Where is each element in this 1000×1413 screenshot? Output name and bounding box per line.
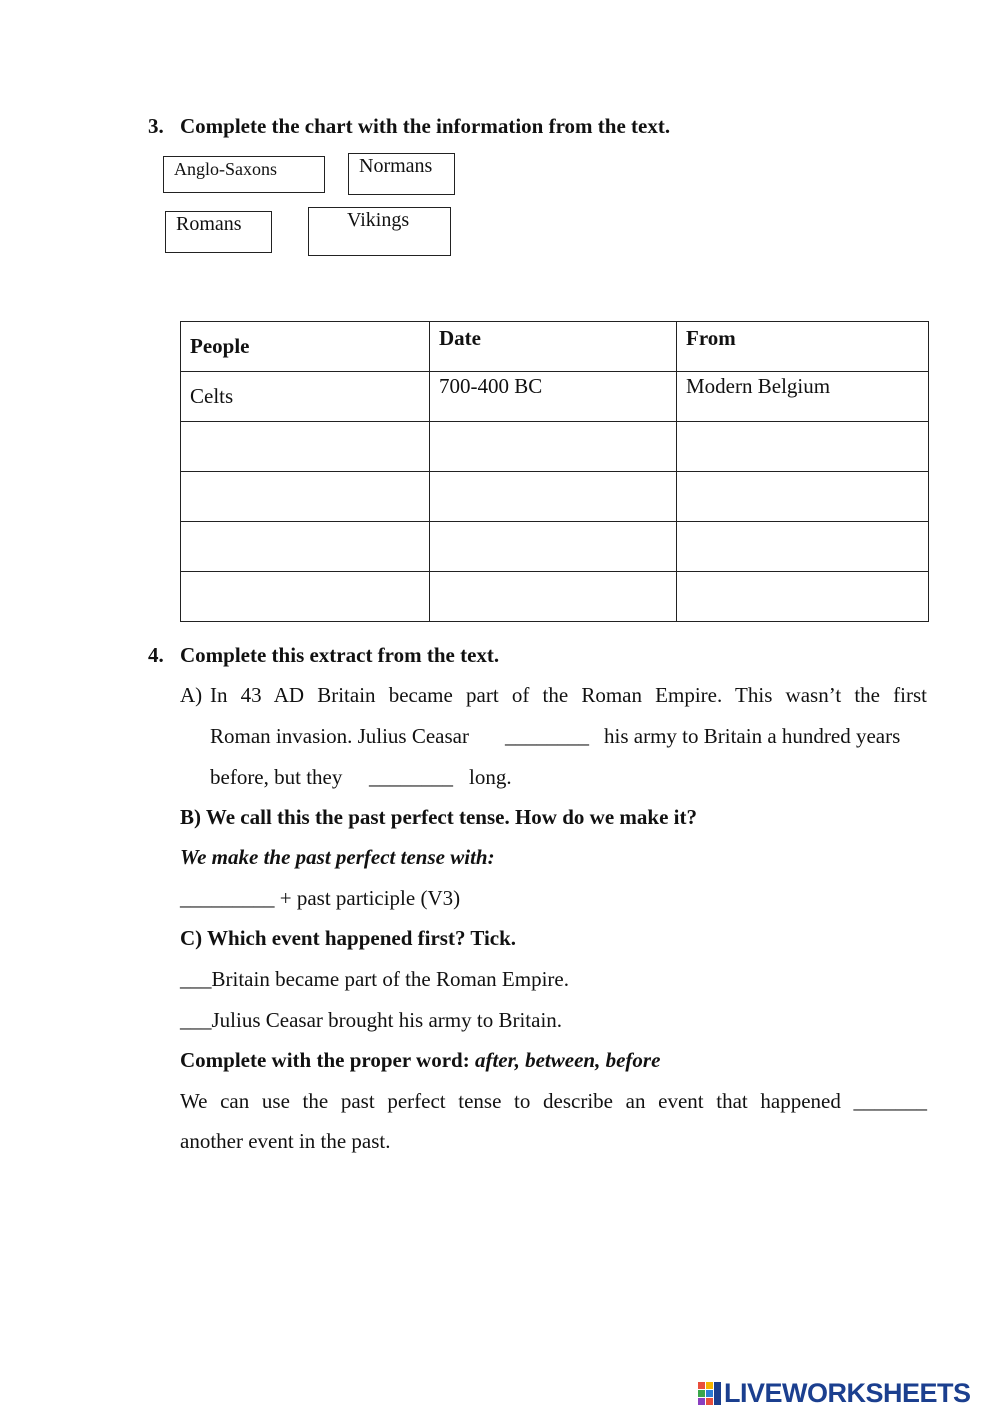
word-box-normans: Normans [348, 153, 455, 195]
liveworksheets-logo-text: LIVEWORKSHEETS [724, 1377, 971, 1408]
part-d-line-1[interactable]: We can use the past perfect tense to describe an event that happened _______ [180, 1089, 927, 1113]
part-c-option-2[interactable]: ___Julius Ceasar brought his army to Britain. [180, 1008, 563, 1032]
table-row [181, 572, 929, 622]
header-people: People [181, 322, 430, 372]
table-cell: 700-400 BC [430, 372, 677, 422]
table-cell[interactable] [677, 422, 929, 472]
blank-verb-1[interactable]: ________ [505, 724, 589, 748]
part-c-question: C) Which event happened first? Tick. [180, 926, 517, 950]
part-a-line-3-start: before, but they [210, 765, 343, 789]
part-a-line-2-start: Roman invasion. Julius Ceasar [210, 724, 469, 748]
part-d-instruction: Complete with the proper word: [180, 1048, 470, 1072]
table-row [181, 522, 929, 572]
table-cell[interactable] [181, 472, 430, 522]
part-b-question: B) We call this the past perfect tense. How do we make it? [180, 805, 697, 829]
table-cell[interactable] [430, 572, 677, 622]
part-d-instruction-row [180, 1048, 660, 1073]
part-d-options: after, between, before [474, 1048, 661, 1072]
table-row [181, 472, 929, 522]
table-header-row [181, 322, 929, 372]
part-a-line-3-end: long. [469, 765, 512, 789]
word-box-romans: Romans [165, 211, 272, 253]
part-a-label: A) [180, 683, 203, 707]
liveworksheets-icon [698, 1380, 722, 1406]
part-a-line-1: In 43 AD Britain became part of the Roman Empire. This wasn’t the first [210, 683, 927, 707]
part-c-option-1[interactable]: ___Britain became part of the Roman Empire. [180, 967, 569, 991]
table-cell: Celts [181, 372, 430, 422]
table-cell[interactable] [430, 422, 677, 472]
table-cell[interactable] [677, 572, 929, 622]
table-cell[interactable] [677, 472, 929, 522]
word-box-vikings: Vikings [308, 207, 451, 256]
header-from: From [677, 322, 929, 372]
word-box-anglo-saxons: Anglo-Saxons [163, 156, 325, 193]
liveworksheets-logo [698, 1378, 971, 1408]
table-cell: Modern Belgium [677, 372, 929, 422]
table-row [181, 372, 929, 422]
table-cell[interactable] [430, 472, 677, 522]
header-date: Date [430, 322, 677, 372]
table-cell[interactable] [181, 422, 430, 472]
part-d-line-2: another event in the past. [180, 1129, 391, 1153]
table-cell[interactable] [430, 522, 677, 572]
part-b-answer-intro: We make the past perfect tense with: [180, 845, 495, 869]
table-cell[interactable] [181, 572, 430, 622]
question-3-number: 3. [148, 114, 164, 138]
table-cell[interactable] [181, 522, 430, 572]
question-4-number: 4. [148, 643, 164, 667]
table-row [181, 422, 929, 472]
question-3-title: Complete the chart with the information from the text. [180, 114, 671, 138]
people-chart-table [180, 321, 929, 622]
part-b-formula[interactable]: _________ + past participle (V3) [180, 886, 461, 910]
blank-verb-2[interactable]: ________ [369, 765, 453, 789]
question-4-title: Complete this extract from the text. [180, 643, 500, 667]
part-a-line-2-end: his army to Britain a hundred years [604, 724, 901, 748]
table-cell[interactable] [677, 522, 929, 572]
